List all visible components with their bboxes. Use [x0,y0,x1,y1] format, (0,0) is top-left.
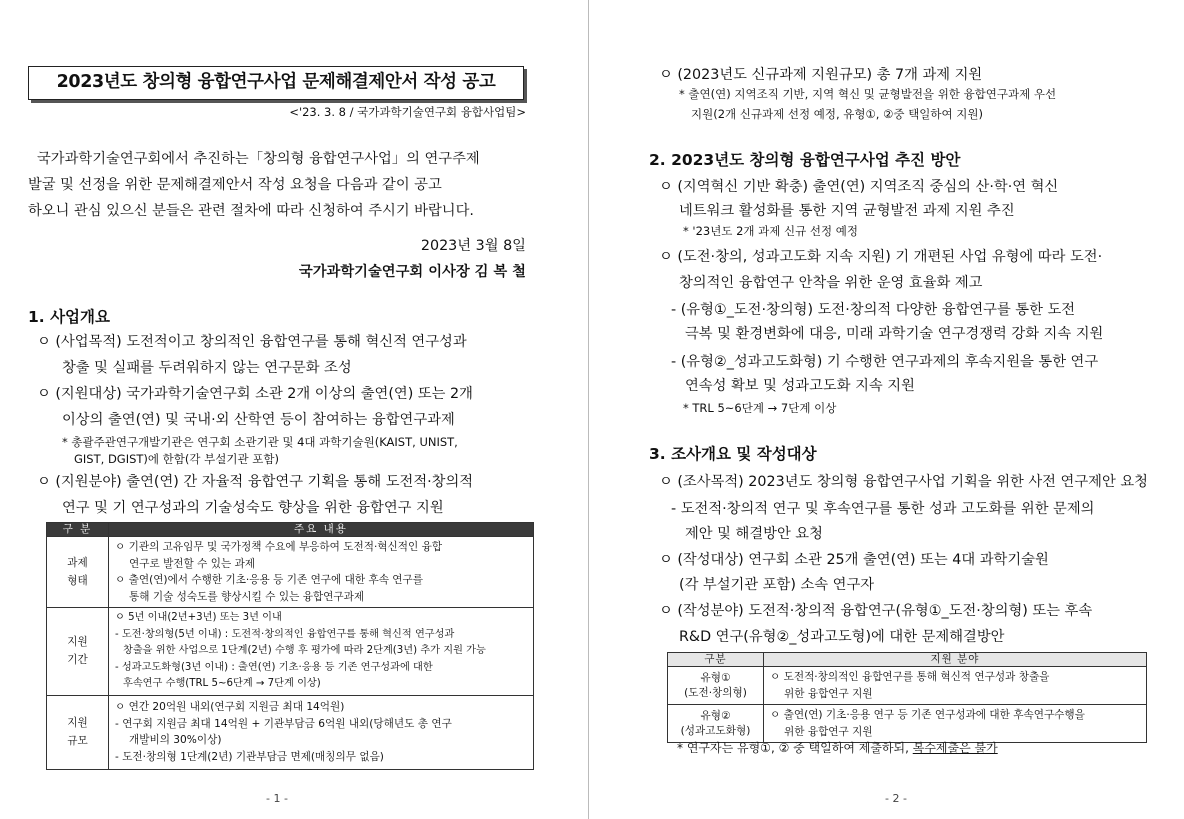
s2-line-1: ㅇ (지역혁신 기반 확충) 출연(연) 지역조직 중심의 산·학·연 혁신 [659,179,1059,195]
date-line: <'23. 3. 8 / 국가과학기술연구회 융합사업팀> [289,105,526,119]
support-summary-table [46,522,534,770]
table-header-field: 지원 분야 [764,653,1147,667]
purpose-line-cont: 창출 및 실패를 두려워하지 않는 연구문화 조성 [62,360,352,376]
scale-note-cont: 지원(2개 신규과제 선정 예정, 유형①, ②중 택일하여 지원) [691,107,983,121]
table-content: ㅇ 5년 이내(2년+3년) 또는 3년 이내 - 도전·창의형(5년 이내) : 도전적·창의적인 융합연구를 통해 혁신적 연구성과 창출을 위한 사업으로 1단계(2년) 수행 후 평가에 따라 2단계(3년) 추가 지원 가능 - 성과고도화형(3년 이내) : 출연(연) 기초·응용 등 기존 연구성과에 대한 후속연구 수행(TRL 5~6단계 → 7단계 이상) [109,608,534,696]
table-row [47,695,534,769]
table-category: 지원 기간 [47,608,109,696]
s3-line-1: ㅇ (조사목적) 2023년도 창의형 융합연구사업 기획을 위한 사전 연구제안 요청 [659,474,1148,490]
s2-line-5: - (유형①_도전·창의형) 도전·창의적 다양한 융합연구를 통한 도전 [671,302,1076,318]
target-note: * 총괄주관연구개발기관은 연구회 소관기관 및 4대 과학기술원(KAIST, UNIST, [62,435,458,449]
table-header-type: 구분 [668,653,764,667]
table-header-content: 주요 내용 [109,523,534,537]
s3-line-6: ㅇ (작성분야) 도전적·창의적 융합연구(유형①_도전·창의형) 또는 후속 [659,603,1093,619]
s3-line-5: (각 부설기관 포함) 소속 연구자 [679,577,875,593]
table-header-category: 구 분 [47,523,109,537]
page-number: - 1 - [266,792,288,805]
table-row [668,667,1147,705]
s2-line-2: 네트워크 활성화를 통한 지역 균형발전 과제 지원 추진 [679,203,1015,219]
page-2 [589,0,1184,819]
field-line: ㅇ (지원분야) 출연(연) 간 자율적 융합연구 기획을 통해 도전적·창의적 [37,474,474,490]
support-field-table [667,652,1147,743]
intro-line-1: 국가과학기술연구회에서 추진하는「창의형 융합연구사업」의 연구주제 [37,151,480,167]
s2-line-3: ㅇ (도전·창의, 성과고도화 지속 지원) 기 개편된 사업 유형에 따라 도전· [659,249,1103,265]
announcement-title: 2023년도 창의형 융합연구사업 문제해결제안서 작성 공고 [28,66,524,100]
target-line: ㅇ (지원대상) 국가과학기술연구회 소관 2개 이상의 출연(연) 또는 2개 [37,386,473,402]
s2-note-1: * '23년도 2개 과제 신규 선정 예정 [683,224,858,238]
s2-line-6: 극복 및 환경변화에 대응, 미래 과학기술 연구경쟁력 강화 지속 지원 [685,326,1104,342]
table-content: ㅇ 도전적·창의적인 융합연구를 통해 혁신적 연구성과 창출을 위한 융합연구 지원 [764,667,1147,705]
section-2-heading: 2. 2023년도 창의형 융합연구사업 추진 방안 [649,151,961,169]
s2-line-4: 창의적인 융합연구 안착을 위한 운영 효율화 제고 [679,275,983,291]
field-line-cont: 연구 및 기 연구성과의 기술성숙도 향상을 위한 융합연구 지원 [62,500,444,516]
s3-line-4: ㅇ (작성대상) 연구회 소관 25개 출연(연) 또는 4대 과학기술원 [659,552,1049,568]
table-row [47,608,534,696]
intro-line-2: 발굴 및 선정을 위한 문제해결제안서 작성 요청을 다음과 같이 공고 [28,177,442,193]
table-content: ㅇ 연간 20억원 내외(연구회 지원금 최대 14억원) - 연구회 지원금 최대 14억원 + 기관부담금 6억원 내외(당해년도 총 연구 개발비의 30%이상) - 도전·창의형 1단계(2년) 기관부담금 면제(매칭의무 없음) [109,695,534,769]
table-content: ㅇ 기관의 고유임무 및 국가정책 수요에 부응하여 도전적·혁신적인 융합 연구로 발전할 수 있는 과제 ㅇ 출연(연)에서 수행한 기초·응용 등 기존 연구에 대한 후속 연구를 통해 기술 성숙도를 향상시킬 수 있는 융합연구과제 [109,537,534,608]
section-3-heading: 3. 조사개요 및 작성대상 [649,445,817,463]
s3-line-3: 제안 및 해결방안 요청 [685,526,823,542]
submission-note-text: * 연구자는 유형①, ② 중 택일하여 제출하되, [677,741,913,755]
intro-line-3: 하오니 관심 있으신 분들은 관련 절차에 따라 신청하여 주시기 바랍니다. [28,203,474,219]
section-1-heading: 1. 사업개요 [28,308,110,326]
table-content: ㅇ 출연(연) 기초·응용 연구 등 기존 연구성과에 대한 후속연구수행을 위한 융합연구 지원 [764,705,1147,743]
page-1 [0,0,588,819]
s2-note-2: * TRL 5~6단계 → 7단계 이상 [683,401,837,415]
table-category: 지원 규모 [47,695,109,769]
scale-line: ㅇ (2023년도 신규과제 지원규모) 총 7개 과제 지원 [659,67,983,83]
submission-note [677,737,998,759]
page-number: - 2 - [885,792,907,805]
table-row [47,537,534,608]
target-note-cont: GIST, DGIST)에 한함(각 부설기관 포함) [74,452,279,466]
table-category: 과제 형태 [47,537,109,608]
purpose-line: ㅇ (사업목적) 도전적이고 창의적인 융합연구를 통해 혁신적 연구성과 [37,334,467,350]
submission-note-emphasis: 복수제출은 불가 [912,741,998,755]
s2-line-8: 연속성 확보 및 성과고도화 지속 지원 [685,378,915,394]
s3-line-7: R&D 연구(유형②_성과고도형)에 대한 문제해결방안 [679,629,1005,645]
s3-line-2: - 도전적·창의적 연구 및 후속연구를 통한 성과 고도화를 위한 문제의 [671,501,1095,517]
scale-note: * 출연(연) 지역조직 기반, 지역 혁신 및 균형발전을 위한 융합연구과제 우선 [679,87,1057,101]
signature: 국가과학기술연구회 이사장 김 복 철 [298,264,526,280]
table-category: 유형① (도전·창의형) [668,667,764,705]
target-line-cont: 이상의 출연(연) 및 국내·외 산학연 등이 참여하는 융합연구과제 [62,412,455,428]
table-category: 유형② (성과고도화형) [668,705,764,743]
s2-line-7: - (유형②_성과고도화형) 기 수행한 연구과제의 후속지원을 통한 연구 [671,354,1099,370]
announcement-date: 2023년 3월 8일 [420,238,526,254]
